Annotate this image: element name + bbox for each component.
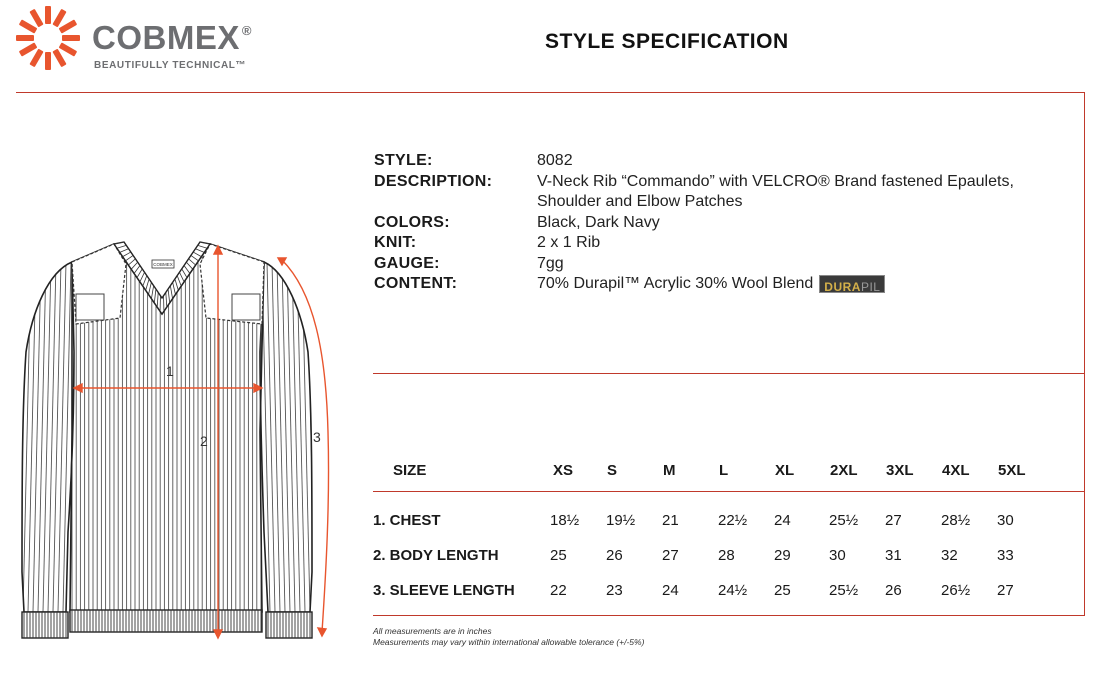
- spec-value: [537, 274, 1074, 295]
- spec-value: [537, 172, 1074, 213]
- spec-row-content: [374, 274, 1074, 295]
- cell: 19½: [606, 512, 636, 529]
- cell: 26½: [941, 582, 971, 599]
- cell: 25½: [829, 512, 859, 529]
- spec-value: 8082: [537, 152, 573, 169]
- size-col-header: XL: [775, 462, 795, 479]
- spec-row-knit: [374, 233, 1074, 254]
- size-col-header: 2XL: [830, 462, 858, 479]
- cell: 25: [550, 547, 567, 564]
- spec-value: 7gg: [537, 254, 564, 272]
- cell: 30: [997, 512, 1014, 529]
- cell: 30: [829, 547, 846, 564]
- brand-logo: [14, 4, 284, 74]
- cell: 25: [774, 582, 791, 599]
- content-text: 70% Durapil™ Acrylic 30% Wool Blend: [537, 275, 814, 292]
- cell: 22½: [718, 512, 748, 529]
- size-col-header: S: [607, 462, 618, 479]
- cell: 28: [718, 547, 735, 564]
- brand-name: COBMEX ®: [92, 19, 252, 56]
- durapil-badge-b: PIL: [860, 279, 881, 294]
- cell: 31: [885, 547, 902, 564]
- spec-label: CONTENT:: [374, 275, 458, 292]
- divider-top: [16, 92, 1085, 93]
- brand-tagline: BEAUTIFULLY TECHNICAL™: [94, 60, 247, 71]
- cell: 24½: [718, 582, 748, 599]
- cell: 25½: [829, 582, 859, 599]
- row-label: 3. SLEEVE LENGTH: [373, 582, 515, 599]
- size-col-header: L: [719, 462, 729, 479]
- cell: 27: [885, 512, 902, 529]
- cell: 22: [550, 582, 567, 599]
- cell: 18½: [550, 512, 580, 529]
- spec-label: COLORS:: [374, 213, 450, 231]
- description-line-2: Shoulder and Elbow Patches: [537, 193, 743, 210]
- size-header-row: [373, 462, 1073, 486]
- cell: 28½: [941, 512, 971, 529]
- size-col-header: M: [663, 462, 676, 479]
- durapil-badge: [819, 275, 885, 293]
- divider-middle: [373, 373, 1085, 374]
- cell: 23: [606, 582, 623, 599]
- spec-label: GAUGE:: [374, 254, 440, 272]
- divider-bottom: [373, 615, 1085, 616]
- cell: 26: [885, 582, 902, 599]
- spec-label: STYLE:: [374, 152, 433, 169]
- row-label: 2. BODY LENGTH: [373, 547, 499, 564]
- divider-right: [1084, 92, 1085, 616]
- table-row-chest: [373, 512, 1073, 536]
- row-label: 1. CHEST: [373, 512, 441, 529]
- cell: 24: [774, 512, 791, 529]
- chest-marker: 1: [166, 363, 174, 379]
- page-title: STYLE SPECIFICATION: [545, 30, 789, 53]
- divider-table-header: [373, 491, 1085, 492]
- cell: 33: [997, 547, 1014, 564]
- body-length-marker: 2: [200, 433, 208, 449]
- cell: 27: [997, 582, 1014, 599]
- size-col-header: XS: [553, 462, 574, 479]
- spec-value: Black, Dark Navy: [537, 213, 660, 231]
- sunburst-logo-icon: [14, 4, 82, 72]
- garment-label: COBMEX: [153, 262, 173, 267]
- note-line: All measurements are in inches: [373, 626, 492, 636]
- spec-row-colors: [374, 213, 1074, 234]
- cell: 32: [941, 547, 958, 564]
- table-row-body-length: [373, 547, 1073, 571]
- size-col-header: 3XL: [886, 462, 914, 479]
- cell: 27: [662, 547, 679, 564]
- sleeve-length-marker: 3: [313, 429, 321, 445]
- table-row-sleeve-length: [373, 582, 1073, 606]
- cell: 21: [662, 512, 679, 529]
- note-line: Measurements may vary within international allowable tolerance (+/-5%): [373, 637, 645, 647]
- description-line-1: V-Neck Rib “Commando” with VELCRO® Brand fastened Epaulets,: [537, 172, 1014, 190]
- spec-label: KNIT:: [374, 234, 417, 251]
- durapil-badge-a: DURA: [824, 279, 861, 294]
- size-col-header: 4XL: [942, 462, 970, 479]
- spec-value: 2 x 1 Rib: [537, 234, 601, 251]
- spec-row-gauge: [374, 254, 1074, 275]
- size-header-label: SIZE: [393, 462, 427, 479]
- measurement-notes: [373, 626, 644, 648]
- spec-block: [374, 151, 1074, 295]
- cell: 24: [662, 582, 679, 599]
- sweater-illustration: [14, 232, 354, 657]
- cell: 26: [606, 547, 623, 564]
- spec-label: DESCRIPTION:: [374, 172, 493, 190]
- spec-row-description: [374, 172, 1074, 213]
- size-col-header: 5XL: [998, 462, 1026, 479]
- cell: 29: [774, 547, 791, 564]
- spec-row-style: [374, 151, 1074, 172]
